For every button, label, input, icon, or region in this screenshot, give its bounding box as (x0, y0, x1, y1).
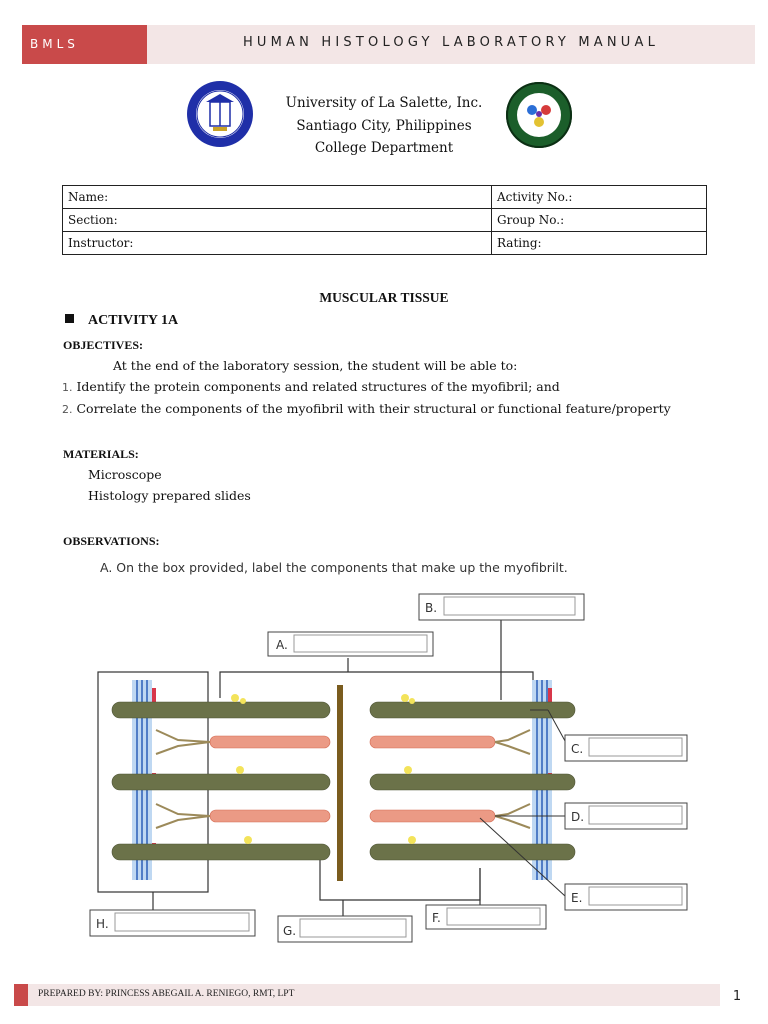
diagram-instruction: A. On the box provided, label the components that make up the myofibrilt. (100, 560, 568, 575)
document-title: MUSCULAR TISSUE (319, 290, 449, 305)
institution-name: University of La Salette, Inc. (285, 95, 483, 111)
header-left-label: BMLS (22, 25, 147, 64)
institution-location: Santiago City, Philippines (296, 117, 472, 134)
label-box-f (426, 905, 546, 929)
label-box-d (565, 803, 687, 829)
svg-text:A.: A. (276, 638, 288, 652)
activity-label: ACTIVITY 1A (88, 313, 179, 328)
label-box-a (268, 632, 433, 656)
material-item: Microscope (88, 467, 162, 482)
m-line (337, 685, 343, 881)
prepared-by: PREPARED BY: PRINCESS ABEGAIL A. RENIEGO, RMT, LPT (38, 989, 295, 999)
label-box-e (565, 884, 687, 910)
university-seal-logo (186, 80, 254, 148)
institution-department: College Department (314, 140, 454, 156)
label-box-h (90, 910, 255, 936)
section-field[interactable]: Section: (63, 209, 492, 232)
institution-block (250, 92, 518, 160)
objective-text: Correlate the components of the myofibril with their structural or functional feature/property (76, 401, 671, 416)
instructor-field[interactable]: Instructor: (63, 232, 492, 255)
name-field[interactable]: Name: (63, 186, 492, 209)
activity-no-field[interactable]: Activity No.: (492, 186, 707, 209)
rating-field[interactable]: Rating: (492, 232, 707, 255)
label-box-c (565, 735, 687, 761)
objective-item (62, 379, 560, 394)
svg-text:F.: F. (432, 911, 441, 925)
observations-heading: OBSERVATIONS: (63, 534, 160, 548)
svg-text:H.: H. (96, 917, 109, 931)
label-box-g (278, 916, 412, 942)
page-number: 1 (720, 984, 754, 1010)
material-item: Histology prepared slides (88, 488, 251, 503)
svg-text:E.: E. (571, 891, 583, 905)
svg-text:B.: B. (425, 601, 438, 615)
objective-number: 1. (62, 381, 73, 394)
student-info-table (62, 185, 707, 255)
square-bullet-icon (65, 314, 74, 323)
svg-text:D.: D. (571, 810, 585, 824)
svg-text:G.: G. (283, 924, 297, 938)
myofibril-diagram (60, 548, 715, 948)
label-box-b (419, 594, 584, 620)
objectives-heading: OBJECTIVES: (63, 338, 144, 352)
group-no-field[interactable]: Group No.: (492, 209, 707, 232)
header-title: HUMAN HISTOLOGY LABORATORY MANUAL (147, 25, 755, 64)
objectives-intro: At the end of the laboratory session, the student will be able to: (113, 358, 518, 373)
materials-heading: MATERIALS: (63, 447, 139, 461)
svg-text:C.: C. (571, 742, 584, 756)
objective-number: 2. (62, 403, 73, 416)
objective-text: Identify the protein components and related structures of the myofibril; and (76, 379, 560, 394)
activity-heading (65, 313, 178, 329)
objective-item (62, 401, 671, 416)
footer-accent (14, 984, 28, 1006)
